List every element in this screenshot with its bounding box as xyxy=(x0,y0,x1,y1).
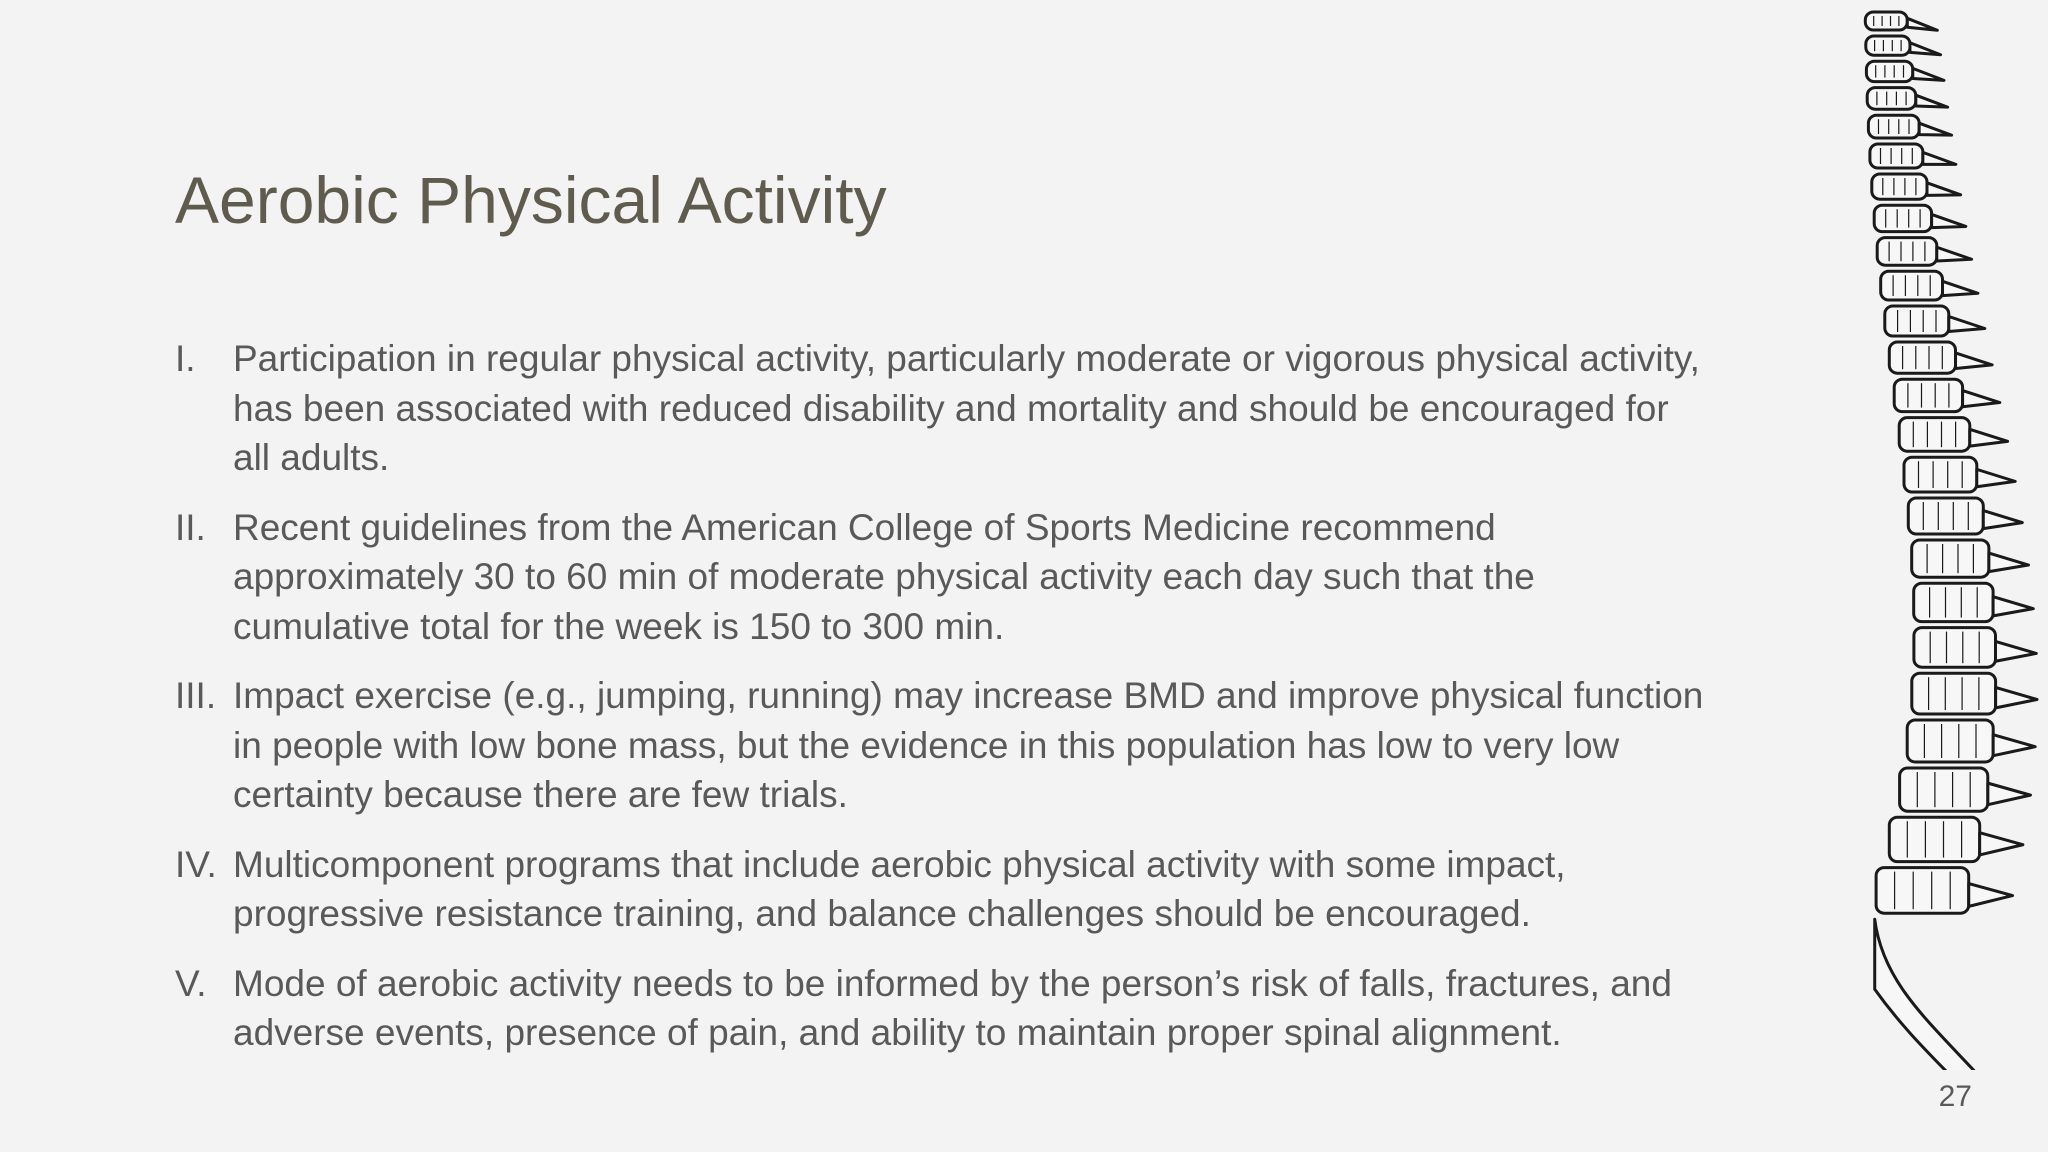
list-marker: III. xyxy=(175,675,217,716)
list-item-text: Participation in regular physical activity, particularly moderate or vigorous physical activity, has been associated with reduced disability and mortality and should be encouraged for all adults. xyxy=(233,338,1700,478)
page-number: 27 xyxy=(1938,1080,1972,1113)
vertebra-process xyxy=(1913,68,1944,80)
vertebra-process xyxy=(1977,469,2015,486)
vertebra-process xyxy=(1988,783,2031,805)
vertebra xyxy=(1889,342,1955,373)
vertebra xyxy=(1868,115,1919,138)
vertebra-process xyxy=(1923,152,1956,164)
list-item xyxy=(175,503,1715,652)
vertebra-process xyxy=(1910,43,1941,55)
vertebra xyxy=(1914,628,1996,668)
vertebra-process xyxy=(1943,281,1978,295)
vertebra-process xyxy=(1983,511,2022,529)
slide-title: Aerobic Physical Activity xyxy=(175,163,887,237)
vertebra xyxy=(1889,817,1979,861)
list-item-text: Impact exercise (e.g., jumping, running) may increase BMD and improve physical function in people with low bone mass, but the evidence in this population has low to very low certainty because there are few trials. xyxy=(233,675,1704,815)
vertebra xyxy=(1866,36,1910,55)
list-marker: II. xyxy=(175,506,206,548)
list-marker: I. xyxy=(175,338,196,379)
spine-illustration xyxy=(1790,0,2048,1070)
sacrum xyxy=(1875,919,2033,1070)
list-item-text: Multicomponent programs that include aerobic physical activity with some impact, progressive resistance training, and balance challenges should be encouraged. xyxy=(233,843,1566,934)
vertebra-process xyxy=(1995,641,2036,661)
vertebra-process xyxy=(1949,317,1985,332)
vertebra xyxy=(1867,88,1916,110)
vertebra-process xyxy=(1963,391,2000,407)
vertebra-process xyxy=(1932,214,1966,227)
vertebra-process xyxy=(1969,884,2013,907)
list-item xyxy=(175,840,1715,939)
vertebra xyxy=(1881,271,1943,300)
list-item xyxy=(175,671,1715,820)
vertebra xyxy=(1900,768,1988,811)
vertebra xyxy=(1874,205,1931,231)
vertebra-process xyxy=(1919,123,1951,135)
vertebra-process xyxy=(1996,687,2037,707)
vertebra xyxy=(1894,379,1962,411)
vertebra-process xyxy=(1907,18,1937,30)
vertebra-process xyxy=(1993,735,2035,756)
vertebra-process xyxy=(1970,429,2008,446)
vertebra xyxy=(1876,868,1969,914)
vertebra-process xyxy=(1937,247,1972,261)
list-item xyxy=(175,959,1715,1058)
vertebra-process xyxy=(1993,597,2033,616)
vertebra xyxy=(1899,418,1970,452)
vertebra-process xyxy=(1916,95,1948,107)
vertebra xyxy=(1908,498,1983,534)
vertebra xyxy=(1904,457,1977,492)
list-marker: IV. xyxy=(175,843,217,885)
vertebra-process xyxy=(1927,183,1961,196)
list-marker: V. xyxy=(175,962,207,1004)
list-item-text: Recent guidelines from the American College of Sports Medicine recommend approximately 30 to 60 min of moderate physical activity each day such that the cumulative total for the week is 150 to 300 min. xyxy=(233,506,1535,647)
list-item-text: Mode of aerobic activity needs to be informed by the person’s risk of falls, fractures, and adverse events, presence of pain, and ability to maintain proper spinal alignment. xyxy=(233,962,1672,1053)
vertebra xyxy=(1885,306,1949,336)
vertebra-process xyxy=(1956,353,1993,369)
vertebra xyxy=(1866,61,1912,81)
vertebra xyxy=(1872,174,1927,199)
vertebra xyxy=(1907,720,1993,762)
list-item xyxy=(175,334,1715,483)
vertebra xyxy=(1912,673,1996,714)
vertebra xyxy=(1877,238,1937,266)
vertebra xyxy=(1912,540,1989,577)
vertebra-process xyxy=(1989,553,2029,572)
vertebra xyxy=(1870,144,1923,168)
vertebra xyxy=(1865,12,1907,30)
bullet-list xyxy=(175,334,1715,1078)
spine-vertebrae xyxy=(1865,12,2037,1070)
vertebra-process xyxy=(1980,833,2023,855)
vertebra xyxy=(1914,583,1993,621)
